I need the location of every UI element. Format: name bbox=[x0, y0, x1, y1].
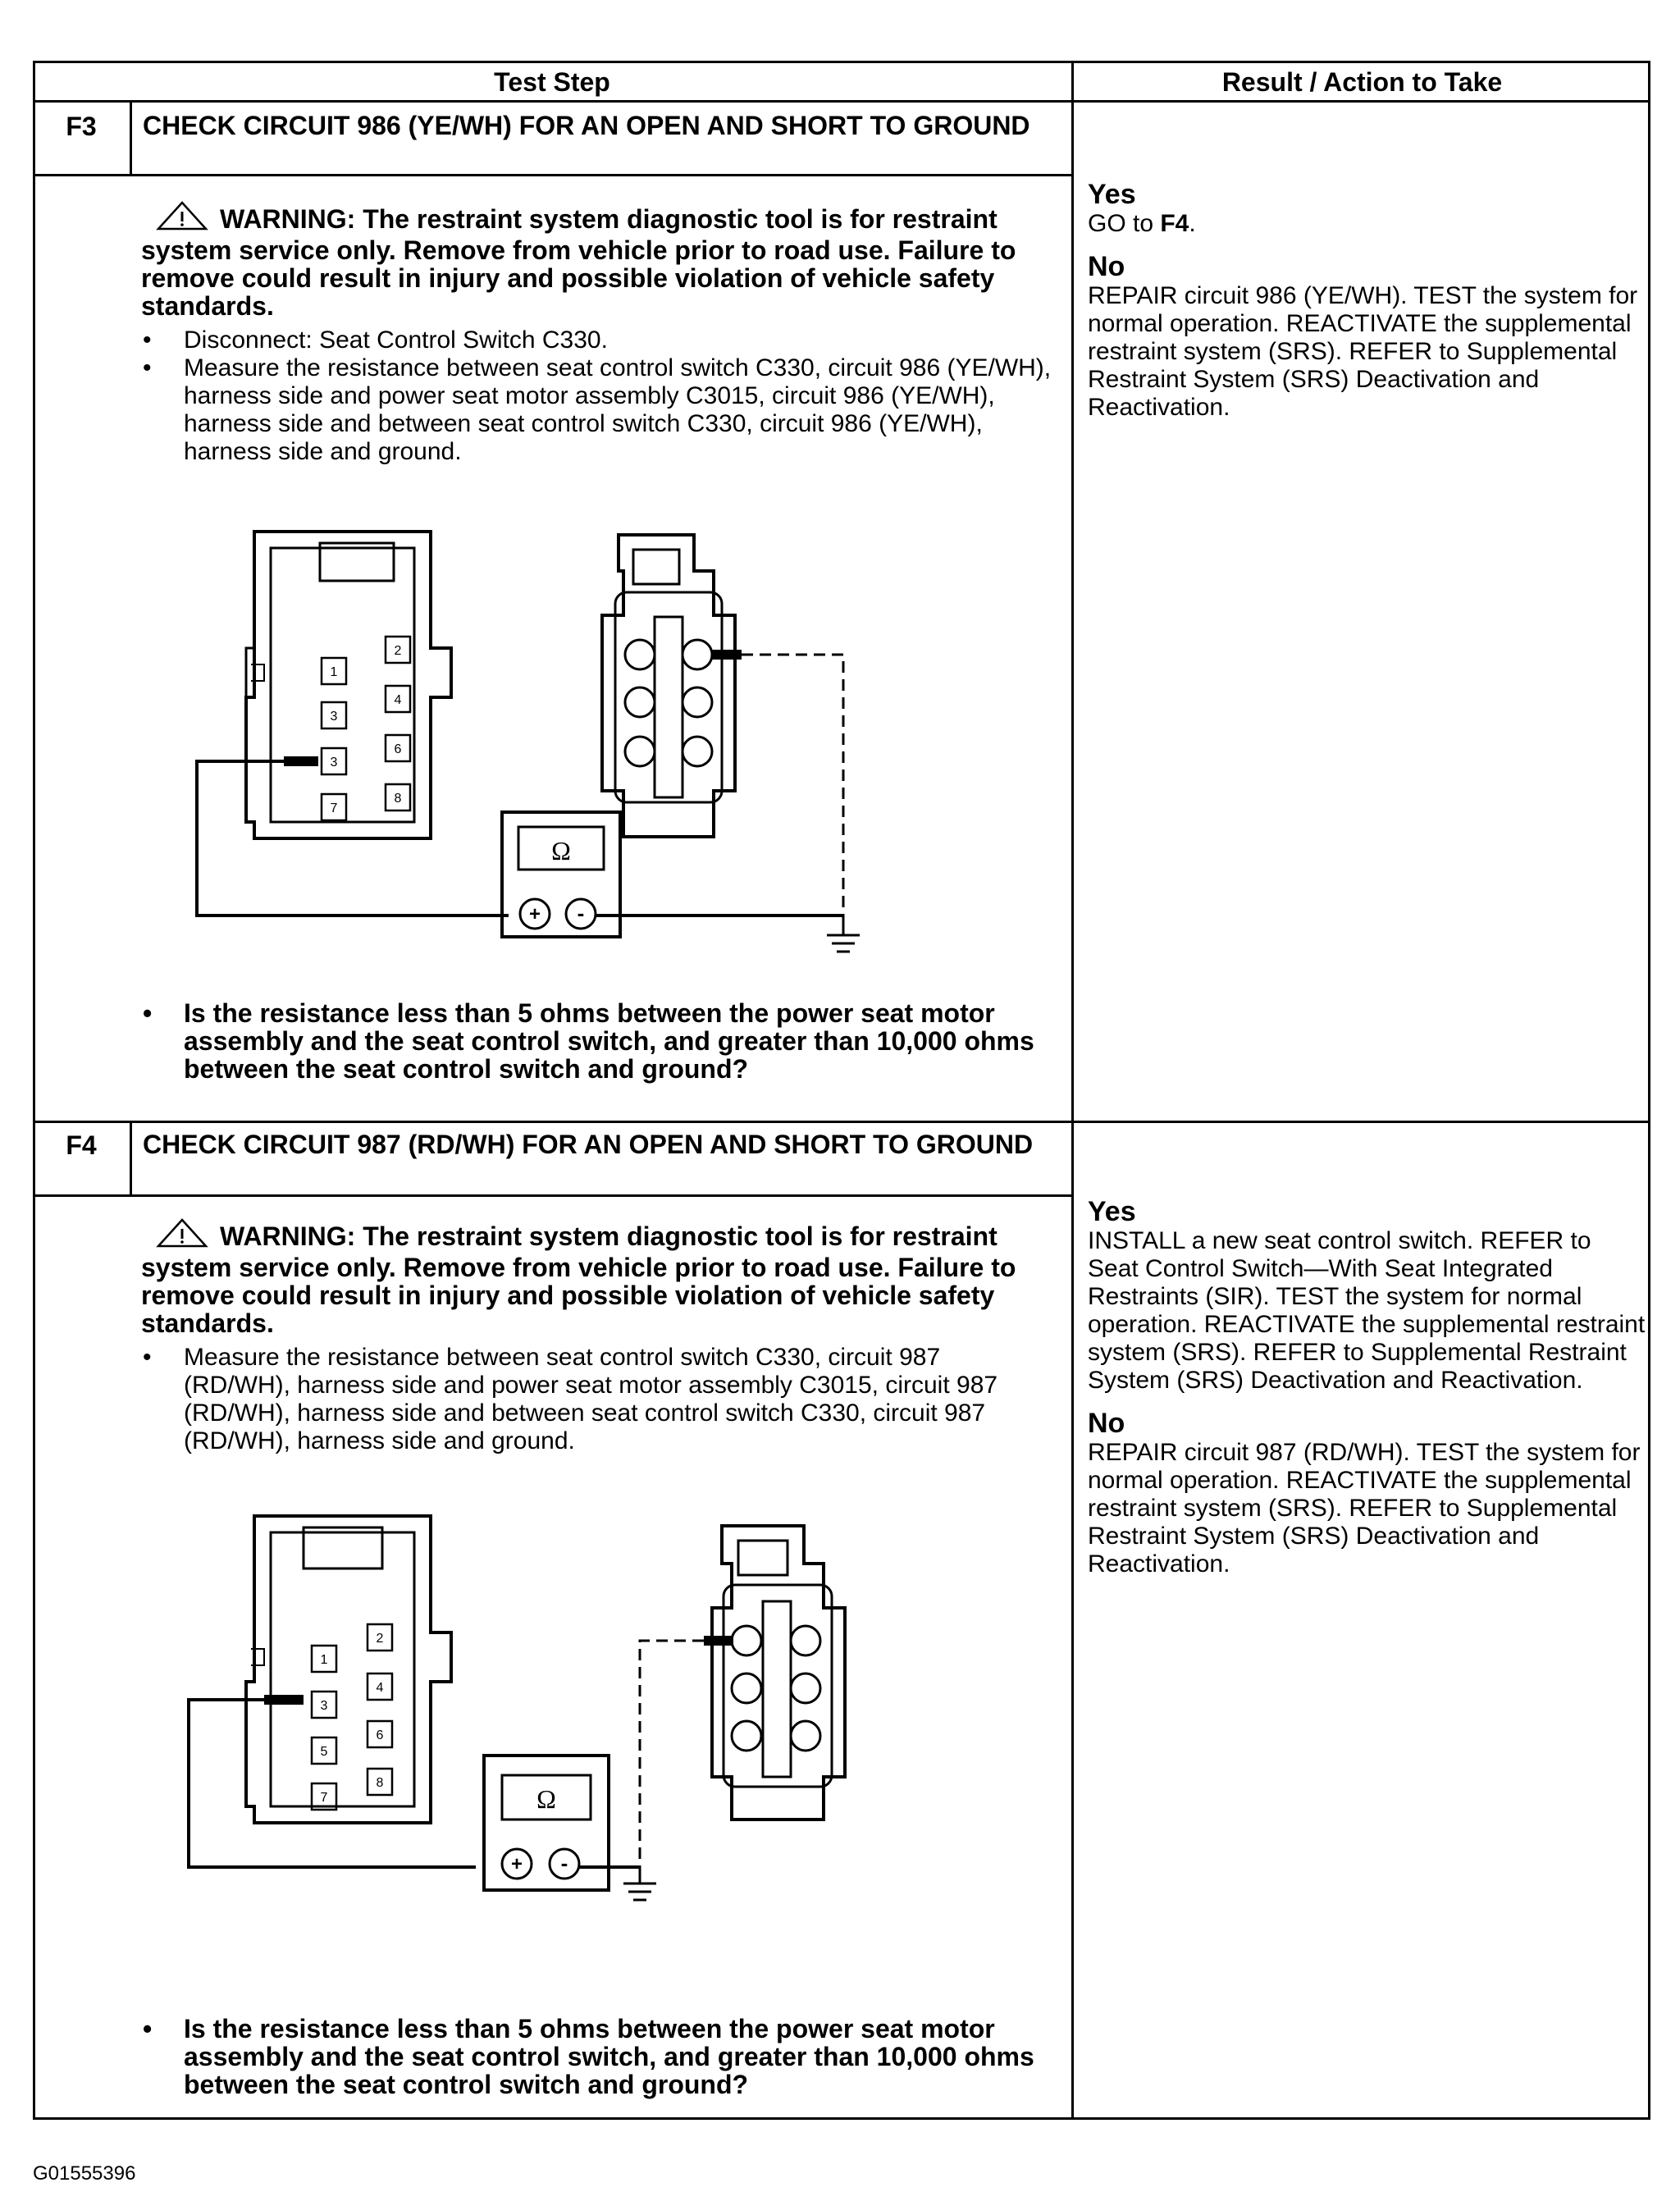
svg-text:8: 8 bbox=[376, 1776, 384, 1790]
svg-text:6: 6 bbox=[376, 1728, 384, 1742]
pin-3 bbox=[322, 702, 346, 728]
svg-text:2: 2 bbox=[376, 1632, 384, 1646]
warning-triangle-icon bbox=[156, 200, 208, 236]
pin-4 bbox=[386, 686, 410, 712]
instruction-list bbox=[141, 1344, 1052, 1455]
pin-8 bbox=[386, 784, 410, 810]
yes-label: Yes bbox=[1088, 179, 1136, 210]
probe-tip bbox=[264, 1695, 304, 1705]
warning-text: WARNING: The restraint system diagnostic tool is for restraint system service only. Remove from vehicle prior to road use. Failure to remove could result in injury and possible violation of vehicle safety standards. bbox=[141, 1217, 1052, 1337]
pin-5 bbox=[312, 1737, 336, 1764]
step-id: F3 bbox=[66, 112, 97, 141]
yes-action: GO to F4. bbox=[1088, 210, 1196, 237]
yes-label: Yes bbox=[1088, 1196, 1136, 1227]
circuit-diagram bbox=[172, 1509, 911, 1952]
svg-text:2: 2 bbox=[394, 644, 402, 658]
question-text: • Is the resistance less than 5 ohms between the power seat motor assembly and the seat control switch, and greater than 10,000 ohms between the seat control switch and ground? bbox=[141, 2015, 1052, 2098]
svg-text:3: 3 bbox=[320, 1699, 328, 1713]
svg-text:8: 8 bbox=[394, 792, 402, 806]
svg-text:4: 4 bbox=[394, 693, 402, 707]
circuit-diagram bbox=[180, 525, 919, 968]
no-action: REPAIR circuit 986 (YE/WH). TEST the system for normal operation. REACTIVATE the supplemental restraint system (SRS). REFER to Supplemental Restraint System (SRS) Deactivation and Reactivation. bbox=[1088, 282, 1638, 421]
svg-text:3: 3 bbox=[330, 756, 338, 769]
step-id: F4 bbox=[66, 1130, 97, 1160]
no-label: No bbox=[1088, 1408, 1125, 1439]
column-divider bbox=[1071, 61, 1074, 2120]
pin-6 bbox=[386, 735, 410, 761]
question-text: • Is the resistance less than 5 ohms between the power seat motor assembly and the seat control switch, and greater than 10,000 ohms between the seat control switch and ground? bbox=[141, 999, 1052, 1083]
svg-text:-: - bbox=[560, 1851, 568, 1875]
yes-action: INSTALL a new seat control switch. REFER to Seat Control Switch—With Seat Integrated Restraints (SIR). TEST the system for normal operation. REACTIVATE the supplemental restraint system (SRS). REFER to Supplemental Restraint System (SRS) Deactivation and Reactivation. bbox=[1088, 1227, 1646, 1394]
meter-plus-terminal bbox=[520, 899, 550, 929]
pin-7 bbox=[322, 794, 346, 820]
svg-text:+: + bbox=[510, 1853, 523, 1875]
step-title-rule bbox=[33, 174, 1073, 176]
switch-connector bbox=[246, 532, 451, 838]
column-header-test-step: Test Step bbox=[494, 67, 610, 97]
svg-text:3: 3 bbox=[330, 710, 338, 724]
motor-connector bbox=[712, 1526, 845, 1820]
pin-8 bbox=[368, 1769, 392, 1795]
svg-text:7: 7 bbox=[320, 1791, 328, 1805]
svg-text:+: + bbox=[528, 903, 541, 925]
no-label: No bbox=[1088, 251, 1125, 282]
motor-connector bbox=[602, 535, 735, 837]
figure-code: G01555396 bbox=[33, 2162, 136, 2185]
instruction-list bbox=[141, 326, 1052, 466]
pin-1 bbox=[312, 1646, 336, 1672]
pin-3 bbox=[312, 1692, 336, 1718]
ohm-symbol: Ω bbox=[551, 836, 571, 865]
svg-text:1: 1 bbox=[330, 665, 338, 679]
ground-icon bbox=[623, 1867, 656, 1900]
instruction-item: • Disconnect: Seat Control Switch C330. bbox=[141, 326, 1052, 354]
pin-4 bbox=[368, 1673, 392, 1700]
result-f3 bbox=[1088, 179, 1646, 422]
probe-tip bbox=[712, 650, 742, 660]
svg-text:1: 1 bbox=[320, 1653, 328, 1667]
svg-text:6: 6 bbox=[394, 742, 402, 756]
no-action: REPAIR circuit 987 (RD/WH). TEST the system for normal operation. REACTIVATE the supplemental restraint system (SRS). REFER to Supplemental Restraint System (SRS) Deactivation and Reactivation. bbox=[1088, 1439, 1641, 1578]
pin-2 bbox=[386, 637, 410, 663]
probe-tip bbox=[704, 1636, 733, 1646]
svg-text:5: 5 bbox=[320, 1745, 328, 1759]
result-f4 bbox=[1088, 1196, 1646, 1578]
step-link-f4[interactable]: F4 bbox=[1160, 210, 1189, 237]
warning-triangle-icon bbox=[156, 1217, 208, 1253]
pin-3 bbox=[322, 748, 346, 774]
step-title-rule bbox=[33, 1194, 1073, 1197]
switch-connector bbox=[246, 1516, 451, 1823]
probe-tip bbox=[284, 756, 318, 766]
meter-minus-terminal bbox=[566, 899, 596, 929]
instruction-item: • Measure the resistance between seat control switch C330, circuit 986 (YE/WH), harness side and power seat motor assembly C3015, circuit 986 (YE/WH), harness side and between seat control switch C330, circuit 986 (YE/WH), harness side and ground. bbox=[141, 354, 1052, 466]
step-id-divider bbox=[130, 1121, 132, 1196]
svg-text:7: 7 bbox=[330, 801, 338, 815]
svg-text:4: 4 bbox=[376, 1681, 384, 1695]
warning-text: WARNING: The restraint system diagnostic tool is for restraint system service only. Remove from vehicle prior to road use. Failure to remove could result in injury and possible violation of vehicle safety standards. bbox=[141, 200, 1052, 320]
step-title: CHECK CIRCUIT 986 (YE/WH) FOR AN OPEN AND SHORT TO GROUND bbox=[143, 111, 1030, 140]
header-rule bbox=[33, 100, 1650, 103]
meter-plus-terminal bbox=[502, 1849, 532, 1879]
ohm-symbol: Ω bbox=[536, 1784, 556, 1814]
pin-2 bbox=[368, 1624, 392, 1651]
meter-minus-terminal bbox=[550, 1849, 579, 1879]
instruction-item: • Measure the resistance between seat control switch C330, circuit 987 (RD/WH), harness side and power seat motor assembly C3015, circuit 987 (RD/WH), harness side and between seat control switch C330, circuit 987 (RD/WH), harness side and ground. bbox=[141, 1344, 1052, 1455]
column-header-result: Result / Action to Take bbox=[1221, 67, 1503, 97]
step-title: CHECK CIRCUIT 987 (RD/WH) FOR AN OPEN AND SHORT TO GROUND bbox=[143, 1130, 1034, 1159]
pin-1 bbox=[322, 658, 346, 684]
ground-icon bbox=[827, 916, 860, 952]
svg-text:-: - bbox=[577, 901, 585, 925]
pin-6 bbox=[368, 1721, 392, 1747]
step-id-divider bbox=[130, 100, 132, 176]
step-separator bbox=[33, 1121, 1650, 1123]
